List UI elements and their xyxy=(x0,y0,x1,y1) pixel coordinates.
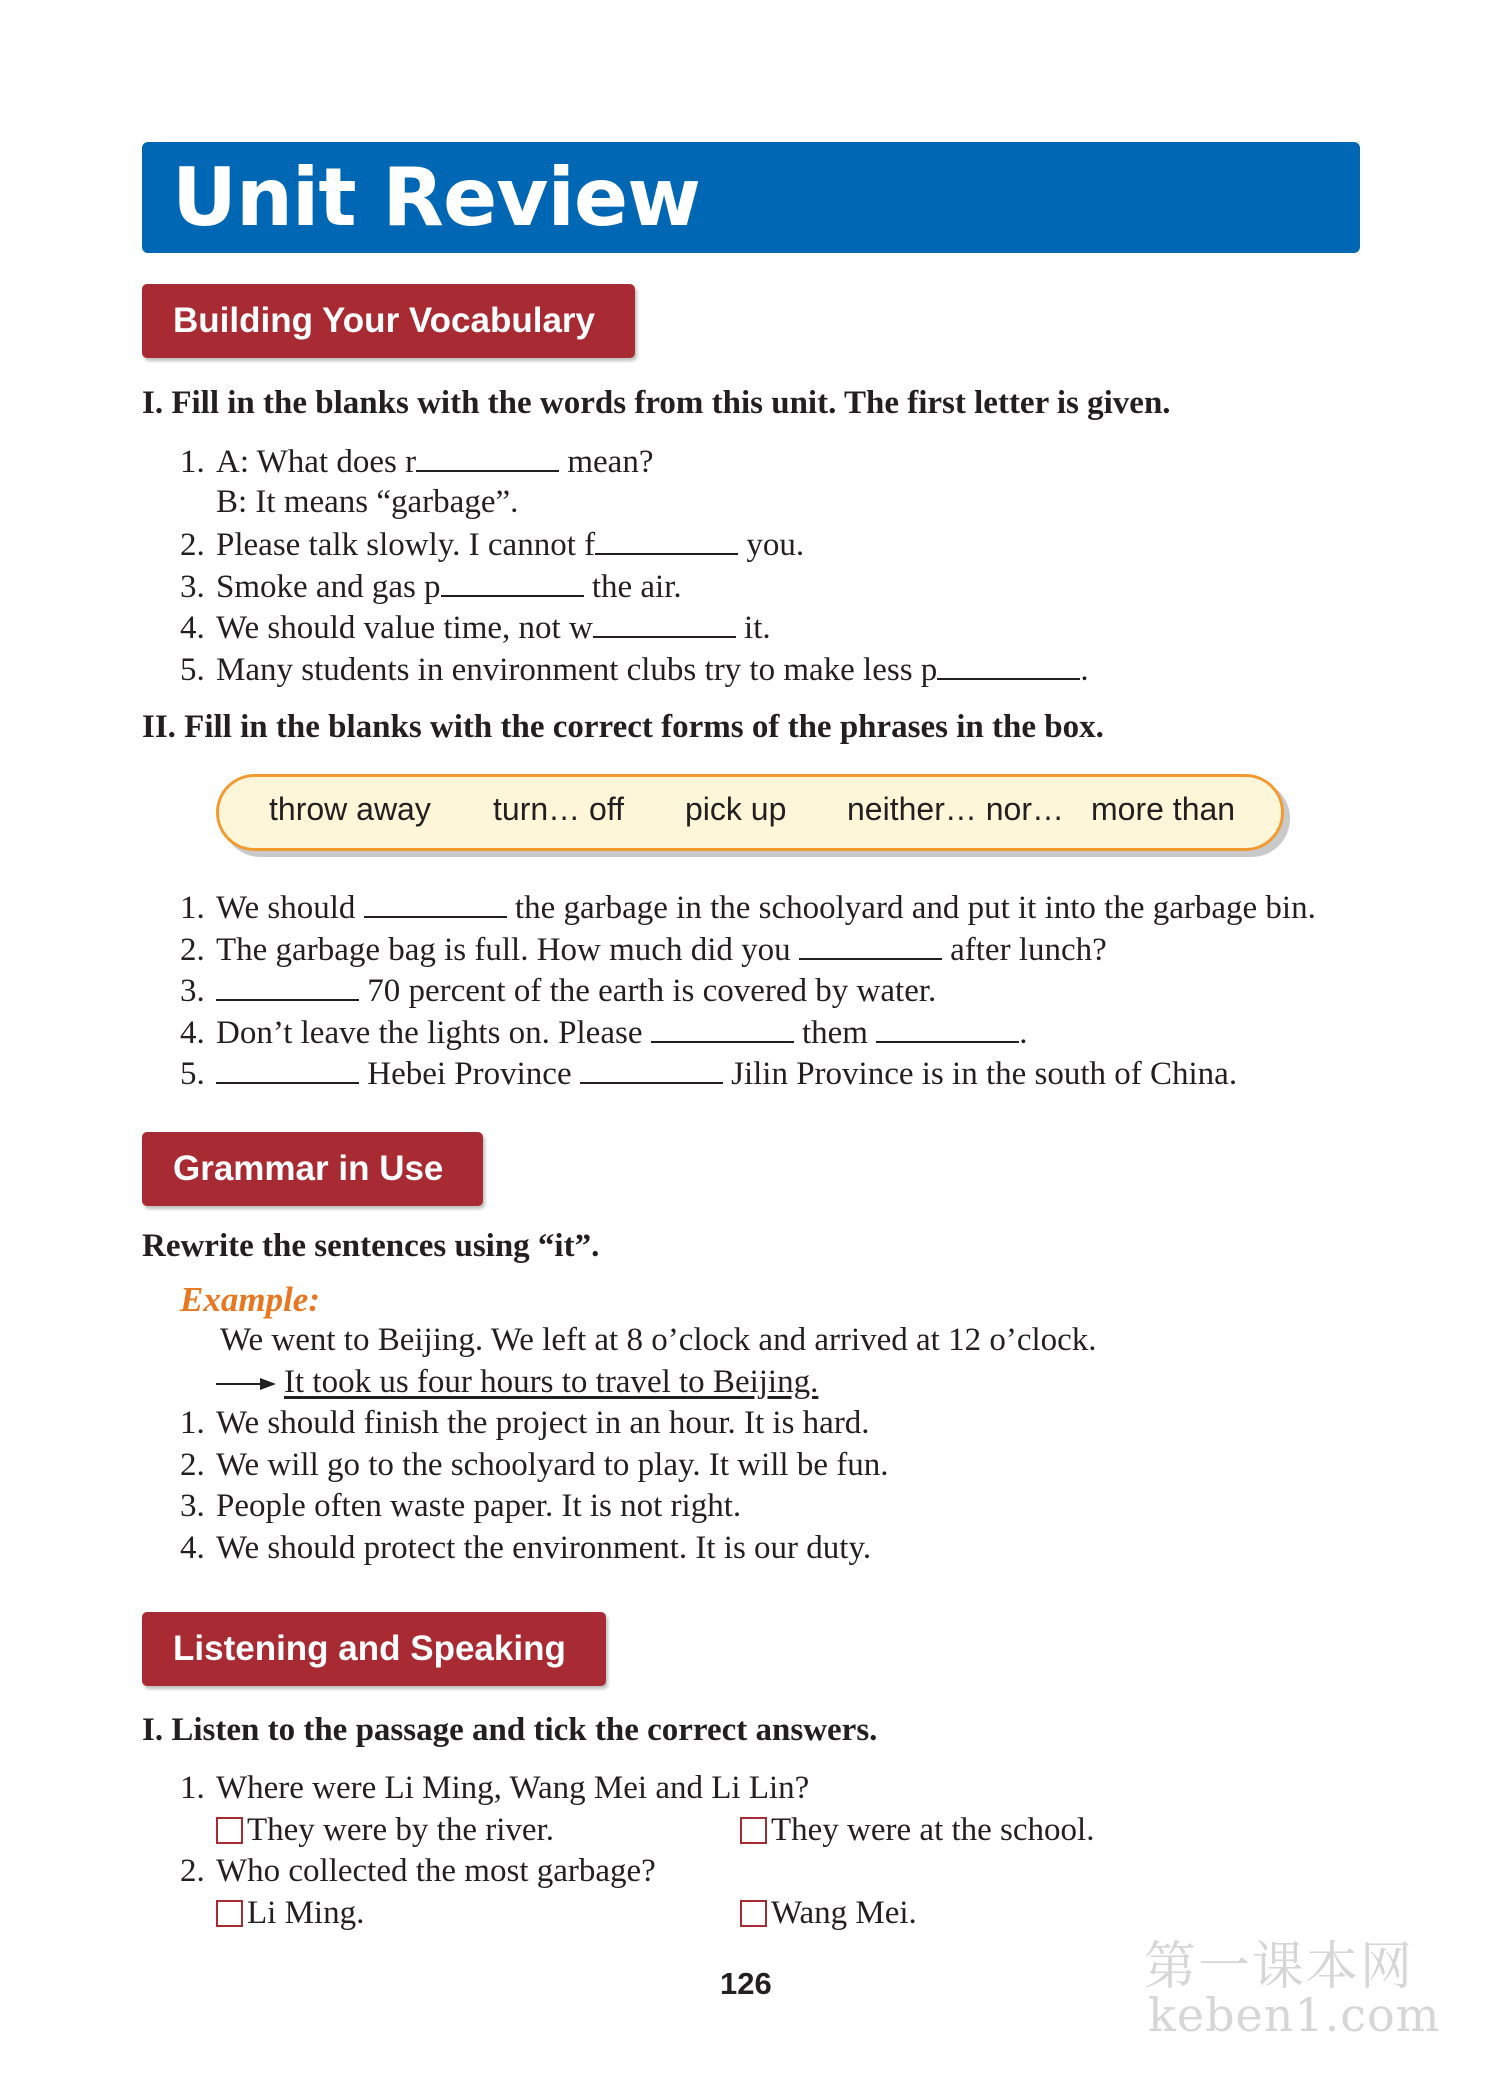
page-number: 126 xyxy=(720,1966,772,2001)
answer-blank[interactable] xyxy=(799,930,942,960)
example-sentence: We went to Beijing. We left at 8 o’clock and arrived at 12 o’clock. xyxy=(220,1322,1097,1358)
grammar-item-2: 2. We will go to the schoolyard to play. It will be fun. xyxy=(180,1447,889,1483)
phrase: more than xyxy=(1091,791,1236,827)
vocab-part1-instruction: I. Fill in the blanks with the words from this unit. The first letter is given. xyxy=(142,385,1171,421)
answer-blank[interactable] xyxy=(416,442,559,472)
example-answer: It took us four hours to travel to Beijing. xyxy=(216,1364,818,1401)
unit-banner xyxy=(142,142,1360,253)
phrase-item-1: 1. We should the garbage in the schoolyard and put it into the garbage bin. xyxy=(180,890,1316,926)
grammar-item-4: 4. We should protect the environment. It is our duty. xyxy=(180,1530,872,1566)
section-tab-listening: Listening and Speaking xyxy=(142,1612,606,1686)
answer-blank[interactable] xyxy=(876,1013,1019,1043)
phrase-item-3: 3. 70 percent of the earth is covered by water. xyxy=(180,973,937,1009)
phrase: turn… off xyxy=(493,791,625,827)
answer-blank[interactable] xyxy=(595,525,738,555)
vocab-item-1: 1. A: What does r mean? xyxy=(180,444,654,480)
grammar-instruction: Rewrite the sentences using “it”. xyxy=(142,1228,600,1264)
vocab-part2-instruction: II. Fill in the blanks with the correct forms of the phrases in the box. xyxy=(142,709,1104,745)
checkbox[interactable] xyxy=(216,1817,243,1844)
checkbox[interactable] xyxy=(740,1900,767,1927)
option-1b[interactable]: They were at the school. xyxy=(740,1812,1094,1849)
grammar-item-3: 3. People often waste paper. It is not right. xyxy=(180,1488,742,1524)
listening-question-1: 1. Where were Li Ming, Wang Mei and Li Lin? xyxy=(180,1770,810,1806)
answer-blank[interactable] xyxy=(937,650,1080,680)
example-label: Example: xyxy=(180,1280,320,1319)
answer-blank[interactable] xyxy=(216,1054,359,1084)
answer-blank[interactable] xyxy=(216,971,359,1001)
phrase-item-4: 4. Don’t leave the lights on. Please them . xyxy=(180,1015,1028,1051)
vocab-item-2: 2. Please talk slowly. I cannot f you. xyxy=(180,527,805,563)
listening-question-2: 2. Who collected the most garbage? xyxy=(180,1853,656,1889)
answer-blank[interactable] xyxy=(593,608,736,638)
answer-blank[interactable] xyxy=(364,888,507,918)
answer-blank[interactable] xyxy=(651,1013,794,1043)
page-title: Unit Review xyxy=(172,151,701,244)
phrase-item-5: 5. Hebei Province Jilin Province is in the south of China. xyxy=(180,1056,1238,1092)
section-tab-grammar: Grammar in Use xyxy=(142,1132,483,1206)
option-2a[interactable]: Li Ming. xyxy=(216,1895,364,1932)
phrase: pick up xyxy=(685,791,787,827)
answer-blank[interactable] xyxy=(580,1054,723,1084)
watermark-cn: 第一课本网 xyxy=(1144,1937,1415,1997)
watermark-en: keben1.com xyxy=(1148,1988,1441,2042)
option-2b[interactable]: Wang Mei. xyxy=(740,1895,917,1932)
section-tab-vocabulary: Building Your Vocabulary xyxy=(142,284,635,358)
answer-blank[interactable] xyxy=(441,567,584,597)
grammar-item-1: 1. We should finish the project in an hour. It is hard. xyxy=(180,1405,870,1441)
vocab-item-1b: B: It means “garbage”. xyxy=(216,484,519,520)
phrase-box xyxy=(216,774,1284,851)
phrase-item-2: 2. The garbage bag is full. How much did you after lunch? xyxy=(180,932,1107,968)
checkbox[interactable] xyxy=(216,1900,243,1927)
option-1a[interactable]: They were by the river. xyxy=(216,1812,554,1849)
listening-instruction: I. Listen to the passage and tick the correct answers. xyxy=(142,1712,878,1748)
phrase: neither… nor… xyxy=(847,791,1064,827)
vocab-item-4: 4. We should value time, not w it. xyxy=(180,610,771,646)
vocab-item-5: 5. Many students in environment clubs try to make less p . xyxy=(180,652,1089,688)
vocab-item-3: 3. Smoke and gas p the air. xyxy=(180,569,682,605)
arrow-right-icon xyxy=(216,1374,278,1394)
phrase: throw away xyxy=(269,791,431,827)
checkbox[interactable] xyxy=(740,1817,767,1844)
